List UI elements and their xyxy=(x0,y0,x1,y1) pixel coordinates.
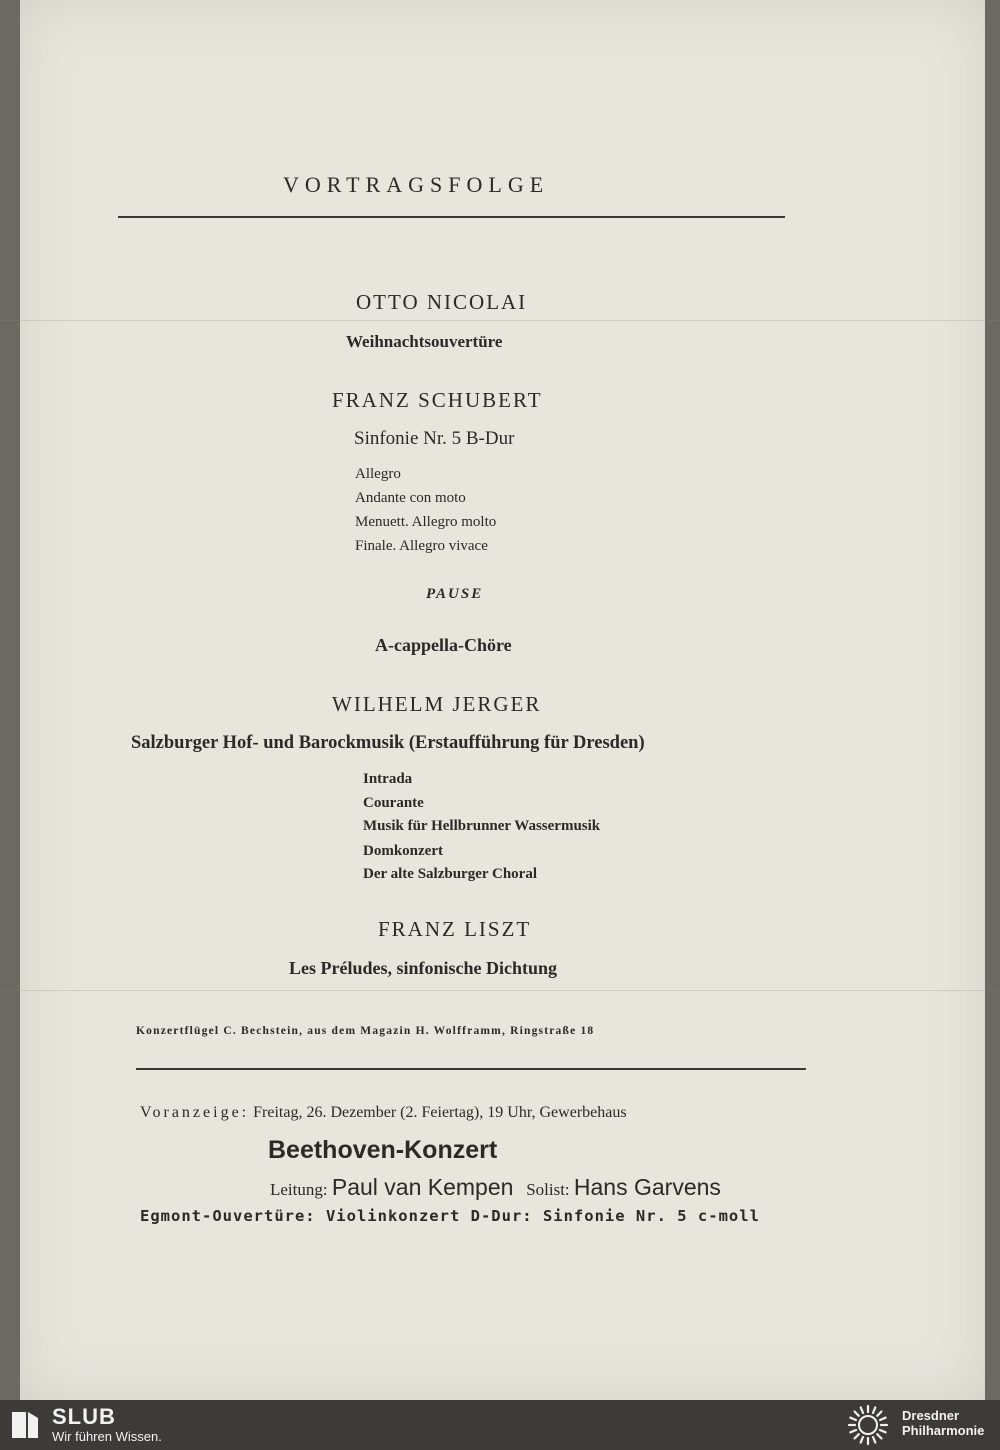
soloist-name: Hans Garvens xyxy=(573,1174,721,1200)
work-liszt: Les Préludes, sinfonische Dichtung xyxy=(289,958,558,978)
fold-line xyxy=(0,320,1000,321)
composer-nicolai: OTTO NICOLAI xyxy=(356,290,528,314)
movement-item: Menuett. Allegro molto xyxy=(355,514,497,530)
work-nicolai: Weihnachtsouvertüre xyxy=(346,332,503,351)
slub-name: SLUB xyxy=(52,1404,116,1429)
movement-item: Intrada xyxy=(363,771,413,787)
philharmonie-name xyxy=(902,1408,984,1438)
philharmonie-sun-icon xyxy=(846,1403,890,1447)
movement-item: Finale. Allegro vivace xyxy=(355,538,488,554)
concert-title: Beethoven-Konzert xyxy=(268,1136,498,1164)
movement-item: Musik für Hellbrunner Wassermusik xyxy=(363,818,601,834)
movement-item: Allegro xyxy=(355,466,401,482)
work-jerger: Salzburger Hof- und Barockmusik (Erstaufführung für Dresden) xyxy=(131,733,645,753)
slub-tagline: Wir führen Wissen. xyxy=(52,1429,162,1444)
leitung-label: Leitung: xyxy=(270,1180,328,1199)
slub-logo-icon xyxy=(10,1408,40,1442)
announcement-details: Freitag, 26. Dezember (2. Feiertag), 19 Uhr, Gewerbehaus xyxy=(253,1104,627,1121)
choirs-label: A-cappella-Chöre xyxy=(375,635,512,655)
movement-item: Domkonzert xyxy=(363,843,443,859)
concert-works: Egmont-Ouvertüre: Violinkonzert D-Dur: Sinfonie Nr. 5 c-moll xyxy=(140,1207,760,1225)
announcement-line xyxy=(140,1104,627,1122)
composer-jerger: WILHELM JERGER xyxy=(332,692,542,716)
conductor-name: Paul van Kempen xyxy=(331,1174,514,1200)
announcement-label: Voranzeige: xyxy=(140,1104,250,1121)
composer-liszt: FRANZ LISZT xyxy=(378,917,532,941)
performers-line xyxy=(270,1174,721,1201)
movement-item: Der alte Salzburger Choral xyxy=(363,866,538,882)
movement-item: Andante con moto xyxy=(355,490,466,506)
fold-line xyxy=(0,990,1000,991)
footer-bar xyxy=(0,1400,1000,1450)
movement-item: Courante xyxy=(363,795,424,811)
separator-rule xyxy=(136,1068,806,1070)
page-heading: VORTRAGSFOLGE xyxy=(283,172,550,197)
solist-label: Solist: xyxy=(526,1180,570,1199)
composer-schubert: FRANZ SCHUBERT xyxy=(332,388,543,412)
philharmonie-line2: Philharmonie xyxy=(902,1423,985,1438)
pause-label: PAUSE xyxy=(426,586,484,602)
piano-note: Konzertflügel C. Bechstein, aus dem Magazin H. Wolfframm, Ringstraße 18 xyxy=(136,1025,595,1037)
work-schubert: Sinfonie Nr. 5 B-Dur xyxy=(354,428,515,449)
philharmonie-line1: Dresdner xyxy=(902,1408,960,1423)
heading-rule xyxy=(118,216,785,218)
